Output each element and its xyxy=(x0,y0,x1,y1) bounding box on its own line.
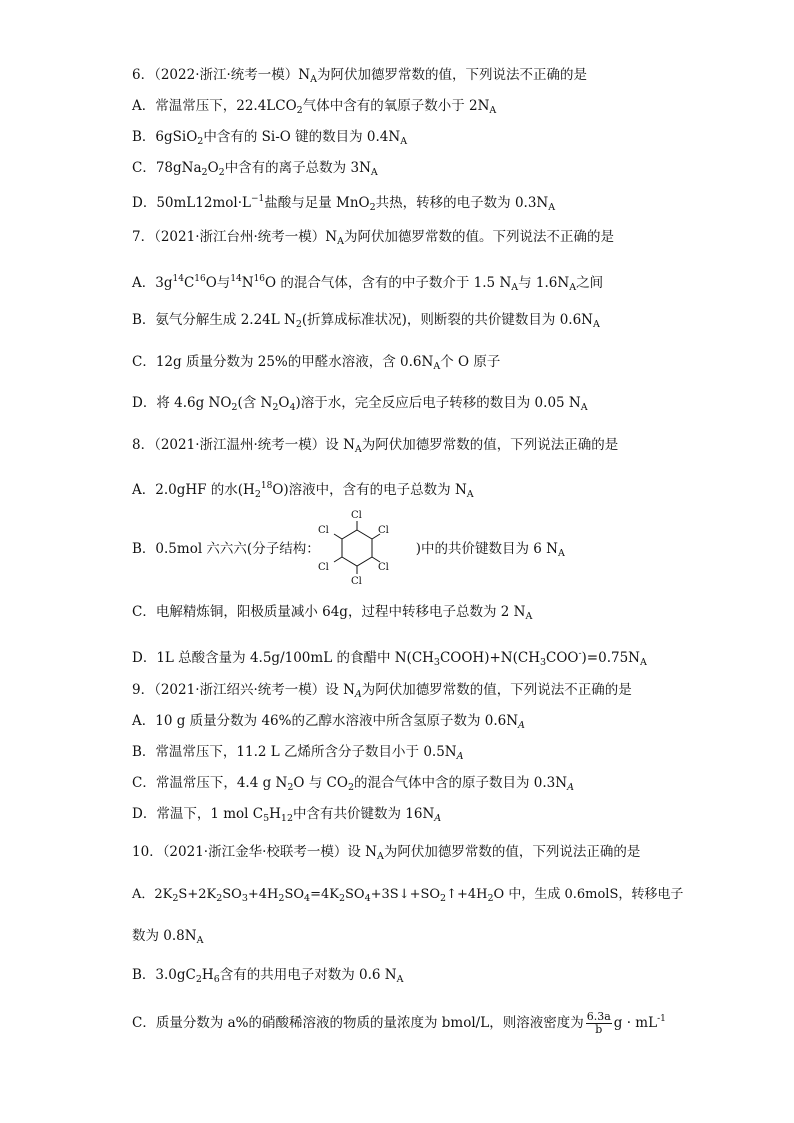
question-8-stem: 8．（2021·浙江温州·统考一模）设 $N_A$为阿伏加德罗常数的值，下列说法正确的是 xyxy=(132,437,619,455)
cl-label-upper-left: Cl xyxy=(318,525,329,536)
q8-option-b: B．0.5mol 六六六(分子结构： )中的共价键数目为 6 $N_A$ xyxy=(132,541,565,559)
q6-option-c: C．$78gNa_2O_2$中含有的离子总数为 $3N_A$ xyxy=(132,160,378,178)
q9-option-a: A．10 g 质量分数为 46%的乙醇水溶液中所含氢原子数为 $0.6N_A$ xyxy=(132,713,525,731)
question-9-stem: 9．（2021·浙江绍兴·统考一模）设 $N_A$为阿伏加德罗常数的值，下列说法不正确的是 xyxy=(132,682,632,700)
cl-label-lower-right: Cl xyxy=(378,562,389,573)
q7-option-c: C．12g 质量分数为 25%的甲醛水溶液，含 $0.6N_A$个 O 原子 xyxy=(132,354,501,372)
bond-lower-left xyxy=(334,557,342,562)
hexachlorocyclohexane-structure xyxy=(312,508,402,588)
q10-option-a-line1: A．$2K_2S+2K_2SO_3+4H_2SO_4=4K_2SO_4+3S↓+SO_2↑+4H_2O$ 中，生成 0.6molS，转移电子 xyxy=(132,887,684,904)
q10-option-b: B．$3.0gC_2H_6$含有的共用电子对数为 0.6 $N_A$ xyxy=(132,967,404,985)
cl-label-lower-left: Cl xyxy=(318,562,329,573)
q7-option-d: D．将 4.6g $NO_2$(含 $N_2O_4$)溶于水，完全反应后电子转移的数目为 0.05 $N_A$ xyxy=(132,395,588,413)
question-6-stem: 6．（2022·浙江·统考一模）$N_A$为阿伏加德罗常数的值，下列说法不正确的是 xyxy=(132,67,587,85)
q8-option-d: D．1L 总酸含量为 4.5g/100mL 的食醋中 $N(CH_3COOH)+N(CH_3COO^-)=0.75N_A$ xyxy=(132,649,647,668)
bond-upper-left xyxy=(334,534,342,539)
q6-option-b: B．6gSiO$_2$中含有的 Si-O 键的数目为 $0.4N_A$ xyxy=(132,129,408,147)
cl-label-upper-right: Cl xyxy=(378,525,389,536)
q7-option-a: A．$3g^{14}C^{16}O$与$^{14}N^{16}O$ 的混合气体，含有的中子数介于 1.5 $N_A$与 $1.6N_A$之间 xyxy=(132,274,604,293)
q9-option-b: B．常温常压下，11.2 L 乙烯所含分子数目小于 $0.5N_A$ xyxy=(132,744,464,762)
q10-option-c: C．质量分数为 a%的硝酸稀溶液的物质的量浓度为 bmol/L，则溶液密度为 $\frac{6.3a}{b}$ $g \cdot mL^{-1}$ xyxy=(132,1010,666,1036)
cyclohexane-ring xyxy=(342,530,372,566)
q6-option-a: A．常温常压下，$22.4LCO_2$气体中含有的氧原子数小于 $2N_A$ xyxy=(132,98,497,116)
q9-option-c: C．常温常压下，4.4 g $N_2O$ 与 $CO_2$的混合气体中含的原子数目为 $0.3N_A$ xyxy=(132,775,574,793)
cl-label-top: Cl xyxy=(351,510,362,521)
q10-option-a-line2: 数为 $0.8N_A$ xyxy=(132,928,204,946)
question-7-stem: 7．（2021·浙江台州·统考一模）$N_A$为阿伏加德罗常数的值。下列说法不正确的是 xyxy=(132,229,614,247)
q6-option-d: D．$50mL12mol\cdot L^{-1}$盐酸与足量 MnO$_2$共热，转移的电子数为 $0.3N_A$ xyxy=(132,194,556,213)
q9-option-d: D．常温下，1 mol $C_5H_{12}$中含有共价键数为 $16N_A$ xyxy=(132,806,442,824)
cl-label-bottom: Cl xyxy=(351,576,362,587)
q8-option-c: C．电解精炼铜，阳极质量减小 64g，过程中转移电子总数为 2 $N_A$ xyxy=(132,604,533,622)
density-fraction: $\frac{6.3a}{b}$ xyxy=(586,1010,611,1036)
question-10-stem: 10．（2021·浙江金华·校联考一模）设 $N_A$为阿伏加德罗常数的值，下列说法正确的是 xyxy=(132,844,641,862)
q8-option-a: A．2.0gHF 的水$(H_2^{18}O)$溶液中，含有的电子总数为 $N_A$ xyxy=(132,481,474,500)
q7-option-b: B．氨气分解生成 2.24L $N_2$(折算成标准状况)，则断裂的共价键数目为 $0.6N_A$ xyxy=(132,312,600,330)
